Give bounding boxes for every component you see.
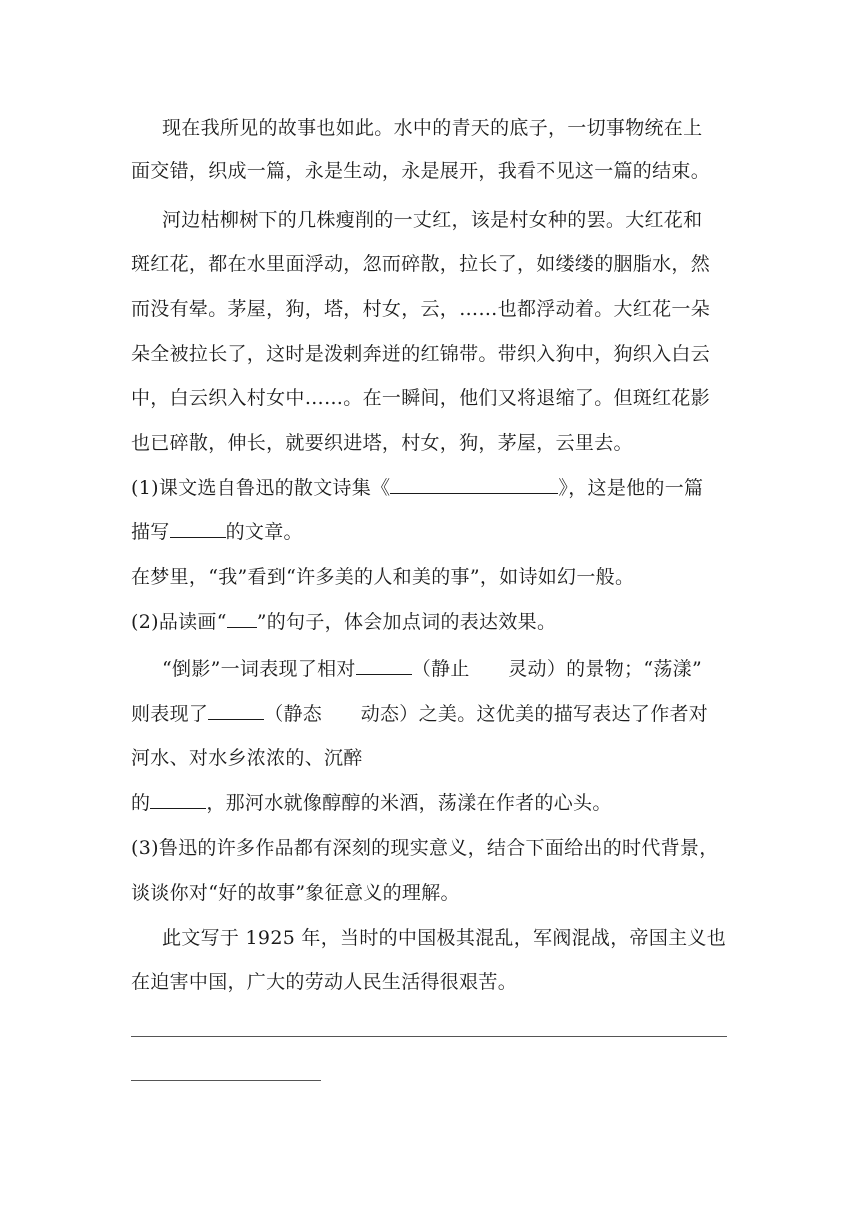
question-1-line-1 xyxy=(131,475,703,501)
question-2-text: ”的句子，体会加点词的表达效果。 xyxy=(256,611,557,633)
question-2-text: “倒影”一词表现了相对 xyxy=(162,658,356,680)
question-2-text: 则表现了 xyxy=(131,703,209,725)
passage-line: 河边枯柳树下的几株瘦削的一丈红，该是村女种的罢。大红花和 xyxy=(162,209,703,231)
question-1-text: 描写 xyxy=(131,521,170,543)
question-2-text: （静态 动态）之美。这优美的描写表达了作者对 xyxy=(264,703,709,725)
answer-blank[interactable] xyxy=(356,656,412,675)
question-2-line-1 xyxy=(162,656,702,682)
background-text: 在迫害中国，广大的劳动人民生活得很艰苦。 xyxy=(131,971,518,993)
question-1-line-2 xyxy=(131,519,303,545)
answer-blank[interactable] xyxy=(390,475,558,494)
question-1-text: 的文章。 xyxy=(225,521,303,543)
question-3-line-1: (3)鲁迅的许多作品都有深刻的现实意义，结合下面给出的时代背景， xyxy=(131,837,719,859)
question-2-line-2 xyxy=(131,701,708,727)
passage-line: 斑红花，都在水里面浮动，忽而碎散，拉长了，如缕缕的胭脂水，然 xyxy=(131,253,711,275)
answer-blank[interactable] xyxy=(150,790,206,809)
question-2-text: (2)品读画“ xyxy=(131,611,227,633)
passage-line: 中，白云织入村女中……。在一瞬间，他们又将退缩了。但斑红花影 xyxy=(131,387,711,409)
passage-line: 面交错，织成一篇，永是生动，永是展开，我看不见这一篇的结束。 xyxy=(131,160,711,182)
question-2-prompt xyxy=(131,609,556,635)
question-2-text: 的 xyxy=(131,792,151,814)
question-2-text: ，那河水就像醇醇的米酒，荡漾在作者的心头。 xyxy=(206,792,612,814)
dream-note: 在梦里，“我”看到“许多美的人和美的事”，如诗如幻一般。 xyxy=(131,566,635,588)
passage-line: 朵全被拉长了，这时是泼剌奔迸的红锦带。带织入狗中，狗织入白云 xyxy=(131,343,711,365)
underline-marker xyxy=(227,609,257,628)
question-2-line-4 xyxy=(131,790,612,816)
answer-blank[interactable] xyxy=(208,701,264,720)
question-1-text: (1)课文选自鲁迅的散文诗集《 xyxy=(131,477,391,499)
passage-line: 而没有晕。茅屋，狗，塔，村女，云，……也都浮动着。大红花一朵 xyxy=(131,298,711,320)
question-3-line-2: 谈谈你对“好的故事”象征意义的理解。 xyxy=(131,882,460,904)
passage-line: 也已碎散，伸长，就要织进塔，村女，狗，茅屋，云里去。 xyxy=(131,432,633,454)
question-2-text: （静止 灵动）的景物；“荡漾” xyxy=(411,658,702,680)
answer-line[interactable] xyxy=(131,1036,727,1037)
background-text: 此文写于 1925 年，当时的中国极其混乱，军阀混战，帝国主义也 xyxy=(162,927,727,949)
answer-line[interactable] xyxy=(131,1080,321,1081)
question-2-line-3: 河水、对水乡浓浓的、沉醉 xyxy=(131,747,363,769)
answer-blank[interactable] xyxy=(170,519,226,538)
passage-line: 现在我所见的故事也如此。水中的青天的底子，一切事物统在上 xyxy=(162,117,703,139)
question-1-text: 》，这是他的一篇 xyxy=(558,477,704,499)
